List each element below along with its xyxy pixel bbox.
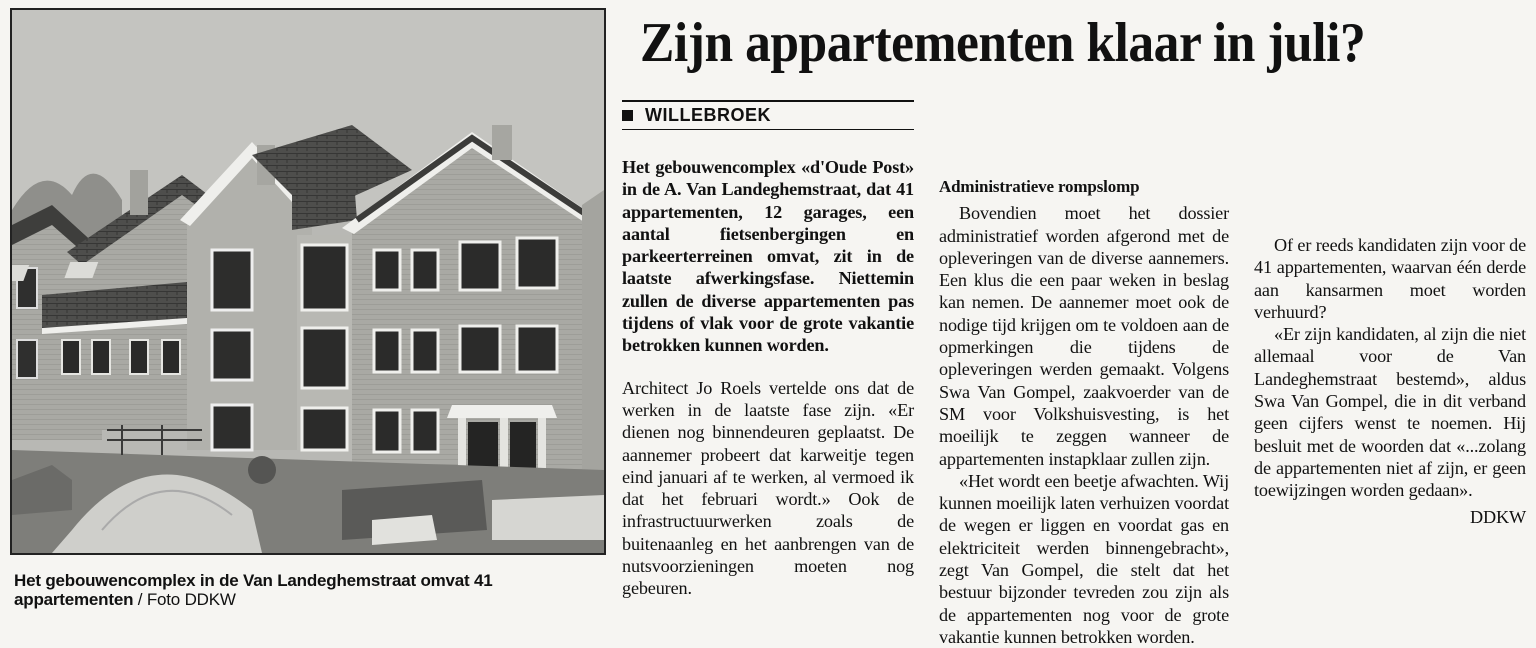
subheading: Administratieve rompslomp xyxy=(939,177,1140,196)
body-paragraph-4: Of er reeds kandidaten zijn voor de 41 appartementen, waarvan één derde aan kansarmen moet worden verhuurd? xyxy=(1254,235,1526,322)
body-paragraph-1: Architect Jo Roels vertelde ons dat de werken in de laatste fase zijn. «Er dienen nog binnendeuren geplaatst. De aannemer probeert dat karweitje tegen eind januari af te werken, al vermoed ik dat het februari wordt.» Ook de infrastructuurwerken zoals de buitenaanleg en het aanbrengen van de nutsvoorzieningen moeten nog gebeuren. xyxy=(622,377,914,599)
kicker-label: WILLEBROEK xyxy=(645,105,771,125)
section-kicker xyxy=(622,104,914,126)
body-paragraph-2: Bovendien moet het dossier administratief worden afgerond met de opleveringen van de diverse aannemers. Een klus die een paar weken in beslag kan nemen. De aannemer moet ook de nodige tijd krijgen om te voldoen aan de opmerkingen die tijdens de opleveringen werden gemaakt. Volgens Swa Van Gompel, zaakvoerder van de SM voor Volkshuisvesting, is het moeilijk te zeggen wanneer de appartementen instapklaar zullen zijn. xyxy=(939,203,1229,469)
photo-caption xyxy=(14,571,614,609)
photo-credit: / Foto DDKW xyxy=(133,590,236,609)
kicker-bottom-rule xyxy=(622,129,914,130)
article-photo xyxy=(10,8,606,555)
article-column-2 xyxy=(939,100,1229,648)
lead-paragraph: Het gebouwencomplex «d'Oude Post» in de A. Van Landeghemstraat, dat 41 appartementen, 12 garages, een aantal fietsenbergingen en parkeerterreinen omvat, zit in de laatste afwerkingsfase. Niettemin zullen de diverse appartementen pas tijdens of vlak voor de grote vakantie betrokken kunnen worden. xyxy=(622,157,914,356)
article-column-1 xyxy=(622,100,914,600)
byline: DDKW xyxy=(1470,506,1526,527)
body-paragraph-3: «Het wordt een beetje afwachten. Wij kunnen moeilijk laten verhuizen voordat de wegen er liggen en voordat gas en elektriciteit werden binnengebracht», zegt Van Gompel, die stelt dat het bestuur bijzonder tevreden zou zijn als de appartementen nog voor de grote vakantie kunnen betrokken worden. xyxy=(939,470,1229,647)
column-3-continued-spacer xyxy=(1254,100,1526,234)
caption-text: Het gebouwencomplex in de Van Landeghemstraat omvat 41 appartementen xyxy=(14,571,493,609)
kicker-top-rule xyxy=(622,100,914,102)
square-bullet-icon xyxy=(622,110,633,121)
body-paragraph-5: «Er zijn kandidaten, al zijn die niet allemaal voor de Van Landeghemstraat bestemd», aldus Swa Van Gompel, die in dit verband geen cijfers wenst te noemen. Hij besluit met de woorden dat «...zolang de appartementen niet af zijn, er geen toewijzingen worden gedaan». xyxy=(1254,324,1526,501)
apartment-building-photo xyxy=(12,10,604,553)
article-column-3 xyxy=(1254,100,1526,528)
column-2-continued-spacer xyxy=(939,100,1229,166)
headline: Zijn appartementen klaar in juli? xyxy=(640,12,1366,74)
